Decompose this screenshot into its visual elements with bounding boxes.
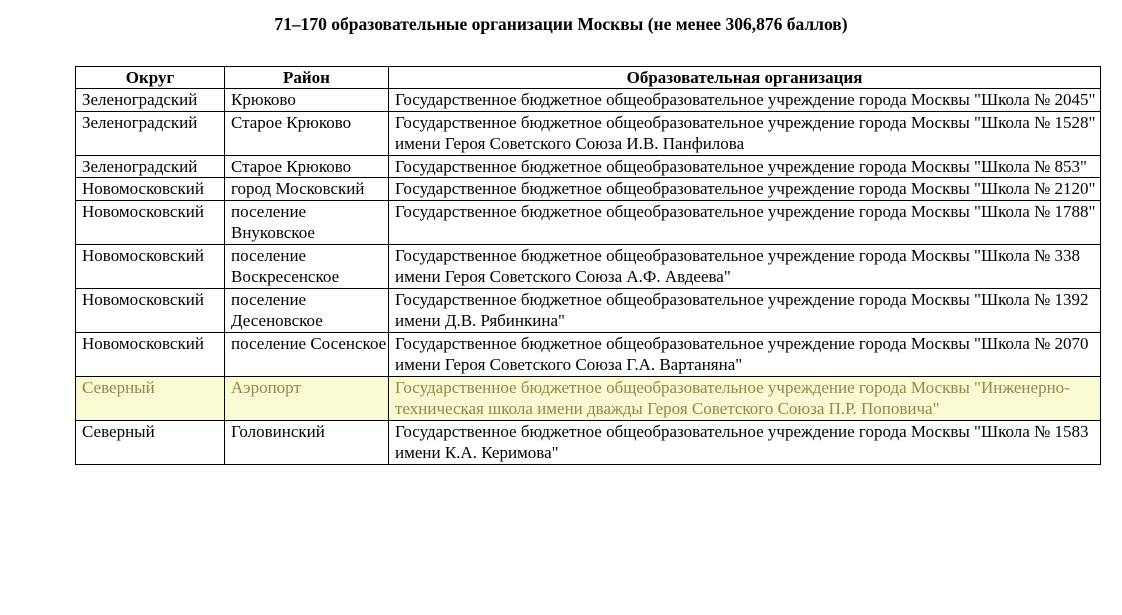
cell-raion: Головинский [225, 420, 389, 464]
table-row [76, 200, 1101, 244]
cell-okrug: Зеленоградский [76, 155, 225, 178]
cell-raion: Крюково [225, 89, 389, 112]
cell-organization: Государственное бюджетное общеобразовательное учреждение города Москвы "Инженерно-техническая школа имени дважды Героя Советского Союза П.Р. Поповича" [389, 376, 1101, 420]
cell-okrug: Новомосковский [76, 332, 225, 376]
cell-okrug: Зеленоградский [76, 111, 225, 155]
table-row-highlighted [76, 376, 1101, 420]
cell-raion: Старое Крюково [225, 155, 389, 178]
cell-raion: Старое Крюково [225, 111, 389, 155]
cell-okrug: Новомосковский [76, 288, 225, 332]
table-row [76, 155, 1101, 178]
cell-organization: Государственное бюджетное общеобразовательное учреждение города Москвы "Школа № 1788" [389, 200, 1101, 244]
table-row [76, 288, 1101, 332]
cell-organization: Государственное бюджетное общеобразовательное учреждение города Москвы "Школа № 2120" [389, 178, 1101, 201]
cell-okrug: Зеленоградский [76, 89, 225, 112]
cell-okrug: Новомосковский [76, 244, 225, 288]
cell-organization: Государственное бюджетное общеобразовательное учреждение города Москвы "Школа № 338 имени Героя Советского Союза А.Ф. Авдеева" [389, 244, 1101, 288]
cell-raion: Аэропорт [225, 376, 389, 420]
cell-organization: Государственное бюджетное общеобразовательное учреждение города Москвы "Школа № 853" [389, 155, 1101, 178]
cell-organization: Государственное бюджетное общеобразовательное учреждение города Москвы "Школа № 2045" [389, 89, 1101, 112]
cell-organization: Государственное бюджетное общеобразовательное учреждение города Москвы "Школа № 1392 имени Д.В. Рябинкина" [389, 288, 1101, 332]
cell-raion: поселение Десеновское [225, 288, 389, 332]
table-row [76, 178, 1101, 201]
cell-okrug: Новомосковский [76, 200, 225, 244]
table-header-row [76, 67, 1101, 89]
cell-raion: поселение Сосенское [225, 332, 389, 376]
cell-okrug: Новомосковский [76, 178, 225, 201]
schools-table [75, 66, 1101, 465]
cell-raion: город Московский [225, 178, 389, 201]
table-row [76, 111, 1101, 155]
cell-okrug: Северный [76, 420, 225, 464]
cell-organization: Государственное бюджетное общеобразовательное учреждение города Москвы "Школа № 1528" имени Героя Советского Союза И.В. Панфилова [389, 111, 1101, 155]
column-header-organization: Образовательная организация [389, 67, 1101, 89]
table-row [76, 89, 1101, 112]
cell-organization: Государственное бюджетное общеобразовательное учреждение города Москвы "Школа № 2070 имени Героя Советского Союза Г.А. Вартаняна" [389, 332, 1101, 376]
cell-organization: Государственное бюджетное общеобразовательное учреждение города Москвы "Школа № 1583 имени К.А. Керимова" [389, 420, 1101, 464]
column-header-okrug: Округ [76, 67, 225, 89]
cell-okrug: Северный [76, 376, 225, 420]
cell-raion: поселение Внуковское [225, 200, 389, 244]
table-row [76, 332, 1101, 376]
page-title: 71–170 образовательные организации Москвы (не менее 306,876 баллов) [274, 14, 848, 34]
cell-raion: поселение Воскресенское [225, 244, 389, 288]
column-header-raion: Район [225, 67, 389, 89]
table-row [76, 420, 1101, 464]
table-row [76, 244, 1101, 288]
